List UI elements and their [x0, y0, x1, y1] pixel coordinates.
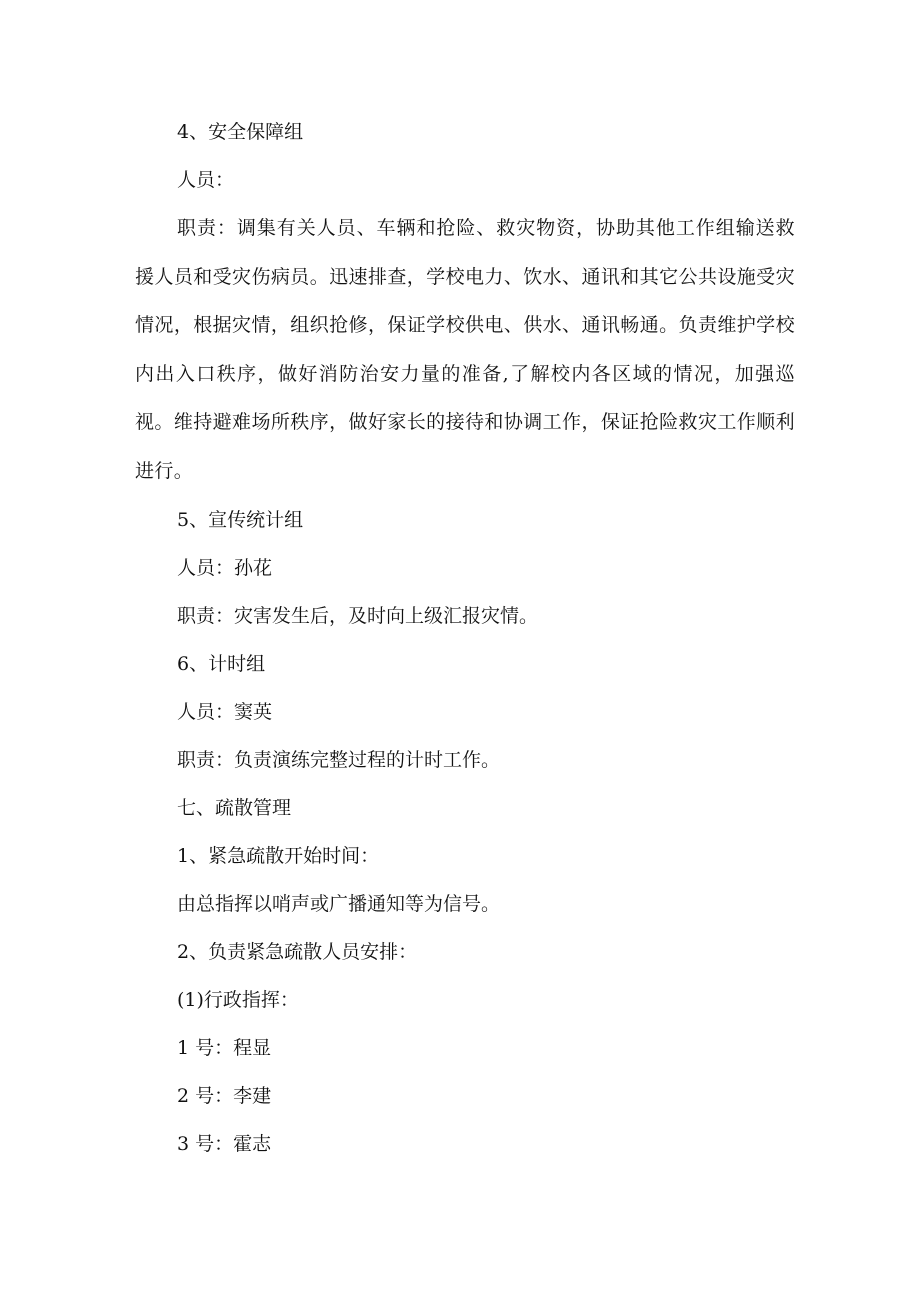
evacuation-signal: 由总指挥以哨声或广播通知等为信号。: [177, 893, 501, 915]
heading-evacuation-management: 七、疏散管理: [177, 797, 292, 819]
timing-group-duties: 职责：负责演练完整过程的计时工作。: [177, 749, 501, 771]
heading-publicity-group: 5、宣传统计组: [177, 509, 304, 531]
evacuation-start-time: 1、紧急疏散开始时间：: [177, 845, 380, 867]
admin-command: (1)行政指挥：: [177, 989, 299, 1011]
commander-2: 2 号：李建: [177, 1085, 272, 1107]
commander-3: 3 号：霍志: [177, 1133, 272, 1155]
publicity-group-members: 人员：孙花: [177, 557, 273, 579]
safety-group-members: 人员：: [177, 169, 235, 191]
evacuation-personnel: 2、负责紧急疏散人员安排：: [177, 941, 418, 963]
publicity-group-duties: 职责：灾害发生后，及时向上级汇报灾情。: [177, 605, 539, 627]
commander-1: 1 号：程显: [177, 1037, 272, 1059]
heading-safety-group: 4、安全保障组: [177, 121, 304, 143]
timing-group-members: 人员：窦英: [177, 701, 273, 723]
safety-group-duties: 职责：调集有关人员、车辆和抢险、救灾物资，协助其他工作组输送救援人员和受灾伤病员。迅速排查，学校电力、饮水、通讯和其它公共设施受灾情况，根据灾情，组织抢修，保证学校供电、供水、通讯畅通。负责维护学校内出入口秩序，做好消防治安力量的准备,了解校内各区域的情况，加强巡视。维持避难场所秩序，做好家长的接待和协调工作，保证抢险救灾工作顺利进行。: [135, 217, 795, 482]
heading-timing-group: 6、计时组: [177, 653, 266, 675]
